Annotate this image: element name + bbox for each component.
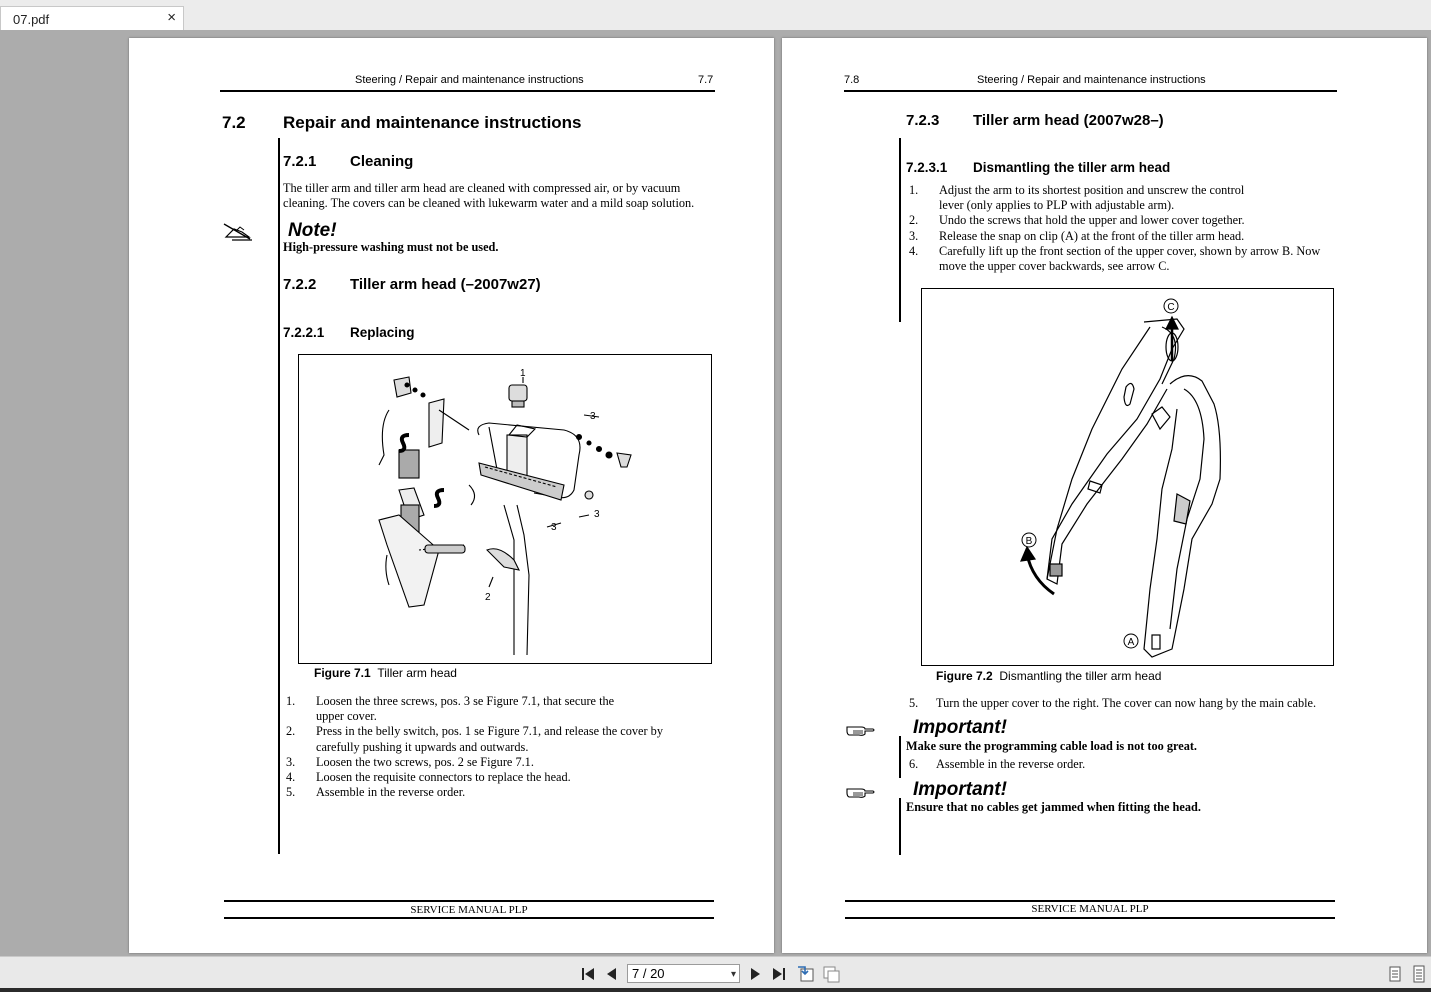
important-text-2: Ensure that no cables get jammed when fitting the head. — [906, 800, 1201, 814]
list-item: 4. Loosen the requisite connectors to replace the head. — [286, 770, 571, 785]
page-header-title: Steering / Repair and maintenance instructions — [977, 74, 1206, 86]
footer-rule — [845, 900, 1335, 902]
next-page-icon[interactable] — [744, 963, 766, 985]
section-title: Repair and maintenance instructions — [283, 113, 582, 132]
pointing-hand-icon — [845, 783, 875, 799]
list-item: 3. Release the snap on clip (A) at the front of the tiller arm head. — [909, 228, 1245, 243]
header-rule — [220, 90, 715, 92]
dismantling-tiller-arm-drawing — [922, 289, 1333, 665]
callout-3c: 3 — [551, 522, 557, 533]
figure-7-1-caption: Figure 7.1 Tiller arm head — [314, 666, 457, 680]
page-header-number: 7.8 — [844, 74, 860, 86]
first-page-icon[interactable] — [577, 963, 599, 985]
left-margin-bar — [278, 138, 280, 854]
single-page-view-icon[interactable] — [1384, 963, 1406, 985]
list-item: 3. Loosen the two screws, pos. 2 se Figure 7.1. — [286, 754, 534, 769]
footer-rule-bottom — [845, 917, 1335, 919]
tiller-old-title: Tiller arm head (–2007w27) — [350, 276, 541, 293]
tab-title: 07.pdf — [13, 12, 50, 27]
page-header-title: Steering / Repair and maintenance instructions — [355, 74, 584, 86]
callout-b: B — [1025, 536, 1033, 547]
taskbar-strip — [0, 988, 1431, 992]
page-footer: SERVICE MANUAL PLP — [410, 904, 528, 916]
document-tab[interactable] — [0, 6, 184, 30]
pdf-page-left — [129, 38, 774, 953]
list-item: 1. Loosen the three screws, pos. 3 se Figure 7.1, that secure the upper cover. — [286, 694, 615, 724]
close-tab-icon[interactable]: × — [167, 9, 176, 26]
footer-rule-bottom — [224, 917, 714, 919]
callout-3b: 3 — [594, 509, 600, 520]
right-margin-bar — [899, 138, 901, 322]
important-bar-1 — [899, 736, 901, 778]
tiller-old-number: 7.2.2 — [283, 276, 317, 293]
important-bar-2 — [899, 798, 901, 855]
section-number: 7.2 — [222, 113, 246, 132]
cleaning-title: Cleaning — [350, 153, 414, 170]
pointing-hand-icon — [845, 721, 875, 737]
tiller-arm-head-exploded-drawing — [299, 355, 711, 663]
double-page-view-icon[interactable] — [1408, 963, 1430, 985]
figure-7-2 — [921, 288, 1334, 666]
callout-1: 1 — [520, 368, 526, 379]
document-viewer[interactable] — [0, 30, 1431, 956]
tab-bar — [0, 0, 1431, 30]
tiller-new-number: 7.2.3 — [906, 112, 940, 129]
callout-2: 2 — [485, 592, 491, 603]
dismantling-number: 7.2.3.1 — [906, 160, 948, 175]
list-item: 2. Undo the screws that hold the upper and lower cover together. — [909, 213, 1245, 228]
dismantling-steps — [909, 183, 1349, 274]
cleaning-paragraph: The tiller arm and tiller arm head are cleaned with compressed air, or by vacuum cleaning. The covers can be cleaned with lukewarm water and a mild soap solution. — [283, 181, 695, 210]
replacing-title: Replacing — [350, 325, 415, 340]
last-page-icon[interactable] — [768, 963, 790, 985]
list-item: 1. Adjust the arm to its shortest position and unscrew the control lever (only applies to PLP with adjustable arm). — [909, 183, 1245, 213]
navigation-toolbar — [0, 956, 1431, 992]
insert-page-icon[interactable] — [795, 963, 817, 985]
tiller-new-title: Tiller arm head (2007w28–) — [973, 112, 1164, 129]
figure-7-2-caption: Figure 7.2 Dismantling the tiller arm head — [936, 669, 1162, 683]
callout-3a: 3 — [590, 411, 596, 422]
extract-page-icon[interactable] — [820, 963, 842, 985]
replacing-steps — [286, 694, 726, 800]
list-item: 2. Press in the belly switch, pos. 1 se Figure 7.1, and release the cover by carefully pushing it upwards and outwards. — [286, 724, 663, 754]
callout-a: A — [1127, 637, 1135, 648]
important-text-1: Make sure the programming cable load is not too great. — [906, 739, 1198, 753]
footer-rule — [224, 900, 714, 902]
note-title: Note! — [288, 220, 337, 241]
list-item: 4. Carefully lift up the front section of the upper cover, shown by arrow B. Now move the upper cover backwards, see arrow C. — [909, 243, 1321, 274]
page-footer: SERVICE MANUAL PLP — [1031, 903, 1149, 915]
previous-page-icon[interactable] — [601, 963, 623, 985]
page-header-number: 7.7 — [698, 74, 714, 86]
dismantling-title: Dismantling the tiller arm head — [973, 160, 1171, 175]
figure-7-1 — [298, 354, 712, 664]
chevron-down-icon[interactable]: ▾ — [730, 969, 736, 980]
list-item: 5. Assemble in the reverse order. — [286, 785, 466, 800]
page-number-select[interactable]: 7 / 20 ▾ — [627, 964, 740, 983]
step-5: 5. Turn the upper cover to the right. The cover can now hang by the main cable. — [909, 696, 1317, 710]
note-pen-icon — [222, 220, 254, 242]
step-6: 6. Assemble in the reverse order. — [909, 757, 1086, 771]
pdf-page-right — [782, 38, 1427, 953]
cleaning-number: 7.2.1 — [283, 153, 317, 170]
important-title-1: Important! — [913, 717, 1007, 738]
note-text: High-pressure washing must not be used. — [283, 240, 499, 254]
header-rule — [844, 90, 1337, 92]
callout-c: C — [1167, 302, 1175, 313]
replacing-number: 7.2.2.1 — [283, 325, 325, 340]
important-title-2: Important! — [913, 779, 1007, 800]
